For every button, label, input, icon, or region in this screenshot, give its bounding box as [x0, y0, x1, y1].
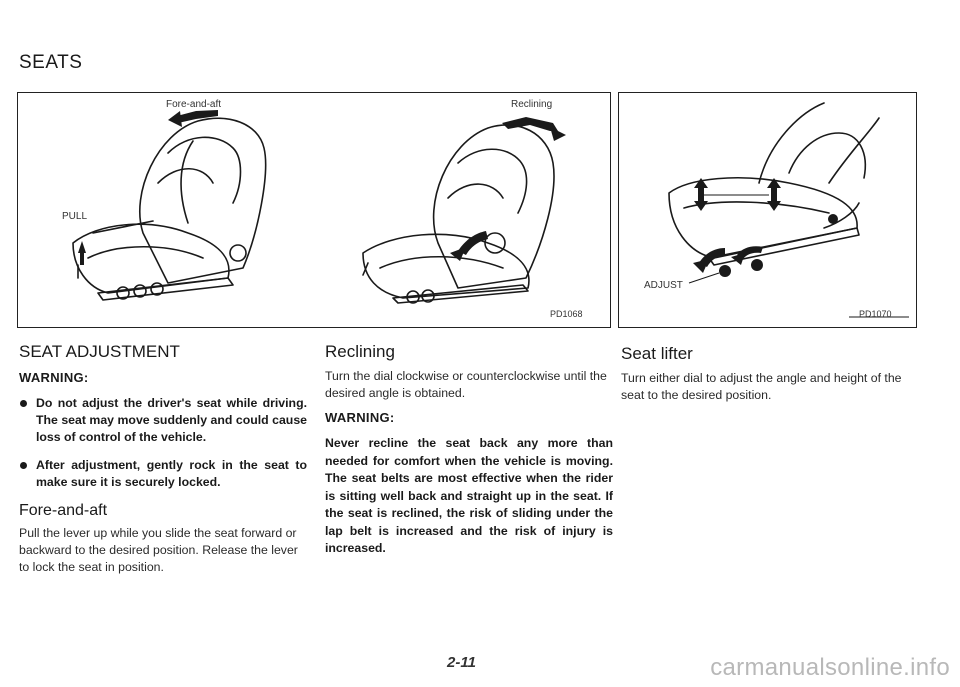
reclining-text: Turn the dial clockwise or counterclockwise until the desired angle is obtained. [325, 369, 607, 400]
label-fore-and-aft: Fore-and-aft [166, 99, 222, 110]
figure-code-1: PD1068 [550, 309, 583, 319]
figure-seat-adjustment [17, 92, 611, 328]
warning-list [19, 395, 307, 491]
label-adjust: ADJUST [644, 280, 683, 291]
seat-adjustment-heading: SEAT ADJUSTMENT [19, 342, 180, 361]
seat-illustration-left [18, 93, 610, 327]
seat-illustration-right [619, 93, 916, 327]
figure-seat-lifter [618, 92, 917, 328]
watermark: carmanualsonline.info [710, 654, 950, 681]
seat-lifter-text: Turn either dial to adjust the angle and height of the seat to the desired position. [621, 371, 902, 402]
bullet-icon [20, 400, 27, 407]
reclining-warning-text: Never recline the seat back any more than needed for comfort when the vehicle is moving. The seat belts are most effective when the rider is sitting well back and straight up in the seat. If the seat is reclined, the risk of sliding under the lap belt is increased and the risk of injury is increased. [325, 436, 613, 555]
bullet-icon [20, 462, 27, 469]
fore-and-aft-heading: Fore-and-aft [19, 502, 108, 519]
page-title: SEATS [19, 52, 83, 73]
column-seat-lifter [621, 342, 921, 404]
warning-label: WARNING: [19, 370, 89, 385]
page-number: 2-11 [447, 654, 476, 671]
fore-and-aft-text: Pull the lever up while you slide the seat forward or backward to the desired position. Release the lever to lock the seat in position. [19, 526, 298, 574]
column-reclining [325, 342, 613, 558]
warning-item: Do not adjust the driver's seat while driving. The seat may move suddenly and could cause loss of control of the vehicle. [19, 395, 307, 446]
label-pull: PULL [62, 211, 88, 222]
seat-lifter-heading: Seat lifter [621, 344, 693, 363]
warning-item: After adjustment, gently rock in the seat to make sure it is securely locked. [19, 457, 307, 491]
column-seat-adjustment [19, 342, 307, 576]
label-reclining: Reclining [511, 99, 553, 110]
reclining-warning-label: WARNING: [325, 410, 395, 425]
reclining-heading: Reclining [325, 342, 395, 361]
figure-code-2: PD1070 [859, 309, 892, 319]
